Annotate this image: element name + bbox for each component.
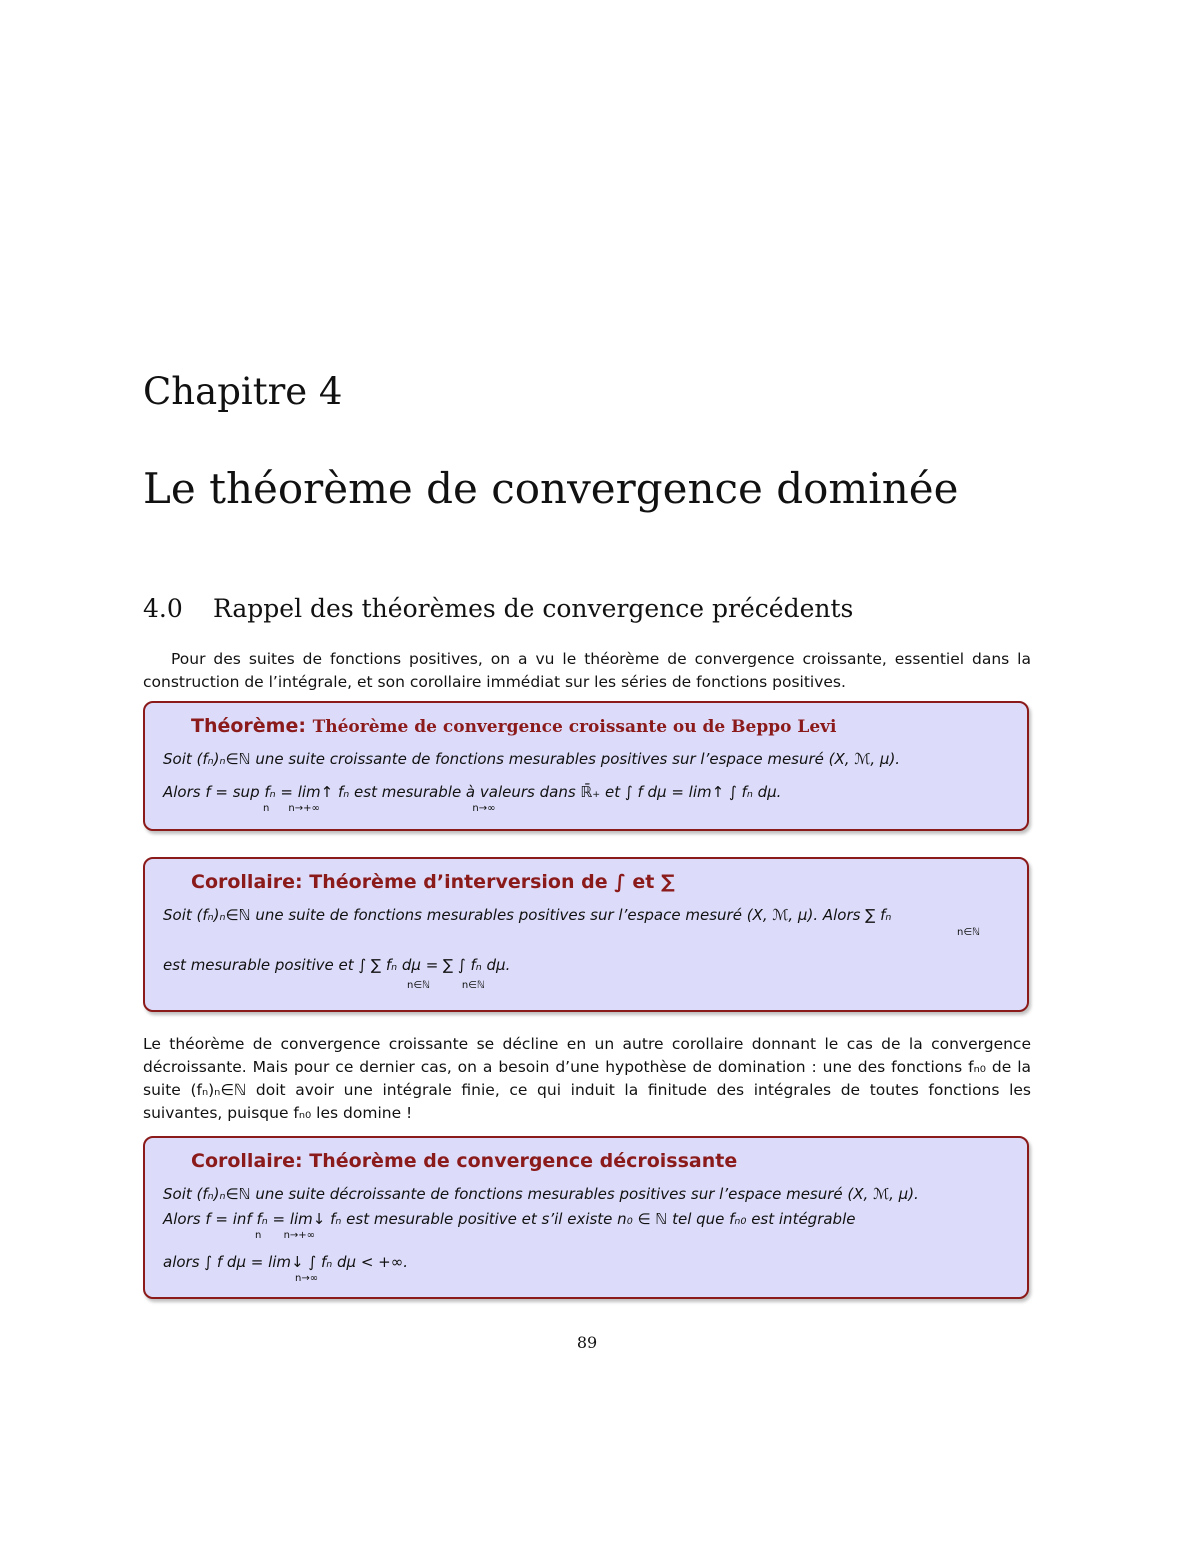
corollary-box-title <box>191 871 675 893</box>
corollary-statement-line-1: Soit (fₙ)ₙ∈ℕ une suite décroissante de fonctions mesurables positives sur l’espace mesuré (X, ℳ, μ). <box>163 1185 919 1203</box>
corollary-kind: Corollaire: <box>191 871 303 893</box>
chapter-label: Chapitre 4 <box>143 370 343 413</box>
theorem-box-title <box>191 715 837 737</box>
corollary-statement-line-2-subscripts: n n→+∞ <box>255 1230 316 1241</box>
corollary-kind: Corollaire: <box>191 1150 303 1172</box>
theorem-statement-line-2-subscripts: n n→+∞ n→∞ <box>263 803 496 814</box>
chapter-title: Le théorème de convergence dominée <box>143 464 959 513</box>
theorem-title: Théorème de convergence croissante ou de Beppo Levi <box>312 717 837 737</box>
corollary-statement-line-2: est mesurable positive et ∫ ∑ fₙ dμ = ∑ ∫ fₙ dμ. <box>163 956 511 974</box>
corollary-box-title <box>191 1150 737 1172</box>
theorem-statement-line-2: Alors f = sup fₙ = lim↑ fₙ est mesurable à valeurs dans ℝ̄₊ et ∫ f dμ = lim↑ ∫ fₙ dμ. <box>163 783 782 801</box>
page <box>143 0 1031 1553</box>
page-number: 89 <box>576 1333 598 1352</box>
corollary-statement-line-2: Alors f = inf fₙ = lim↓ fₙ est mesurable positive et s’il existe n₀ ∈ ℕ tel que fₙ₀ est intégrable <box>163 1210 856 1228</box>
corollary-title: Théorème de convergence décroissante <box>309 1150 738 1172</box>
corollary-statement-line-1-subscript: n∈ℕ <box>957 927 981 938</box>
theorem-box-beppo-levi <box>143 701 1029 831</box>
section-number: 4.0 <box>143 594 183 623</box>
section-title: Rappel des théorèmes de convergence précédents <box>213 594 854 623</box>
corollary-statement-line-3-subscript: n→∞ <box>295 1273 319 1284</box>
corollary-statement-line-2-subscripts: n∈ℕ n∈ℕ <box>407 980 485 991</box>
theorem-kind: Théorème: <box>191 715 306 737</box>
corollary-statement-line-3: alors ∫ f dμ = lim↓ ∫ fₙ dμ < +∞. <box>163 1253 408 1271</box>
corollary-box-decreasing <box>143 1136 1029 1299</box>
corollary-statement-line-1: Soit (fₙ)ₙ∈ℕ une suite de fonctions mesurables positives sur l’espace mesuré (X, ℳ, μ). Alors ∑ fₙ <box>163 906 892 924</box>
section-heading <box>143 596 853 621</box>
corollary-box-interversion <box>143 857 1029 1012</box>
intro-paragraph: Pour des suites de fonctions positives, on a vu le théorème de convergence croissante, essentiel dans la construction de l’intégrale, et son corollaire immédiat sur les séries de fonctions positives. <box>143 650 1031 691</box>
corollary-title: Théorème d’interversion de ∫ et ∑ <box>309 871 675 893</box>
middle-paragraph: Le théorème de convergence croissante se décline en un autre corollaire donnant le cas de la convergence décroissante. Mais pour ce dernier cas, on a besoin d’une hypothèse de domination : une des fonctions fₙ₀ de la suite (fₙ)ₙ∈ℕ doit avoir une intégrale finie, ce qui induit la finitude des intégrales de toutes fonctions les suivantes, puisque fₙ₀ les domine ! <box>143 1035 1031 1122</box>
theorem-statement-line-1: Soit (fₙ)ₙ∈ℕ une suite croissante de fonctions mesurables positives sur l’espace mesuré (X, ℳ, μ). <box>163 750 901 768</box>
